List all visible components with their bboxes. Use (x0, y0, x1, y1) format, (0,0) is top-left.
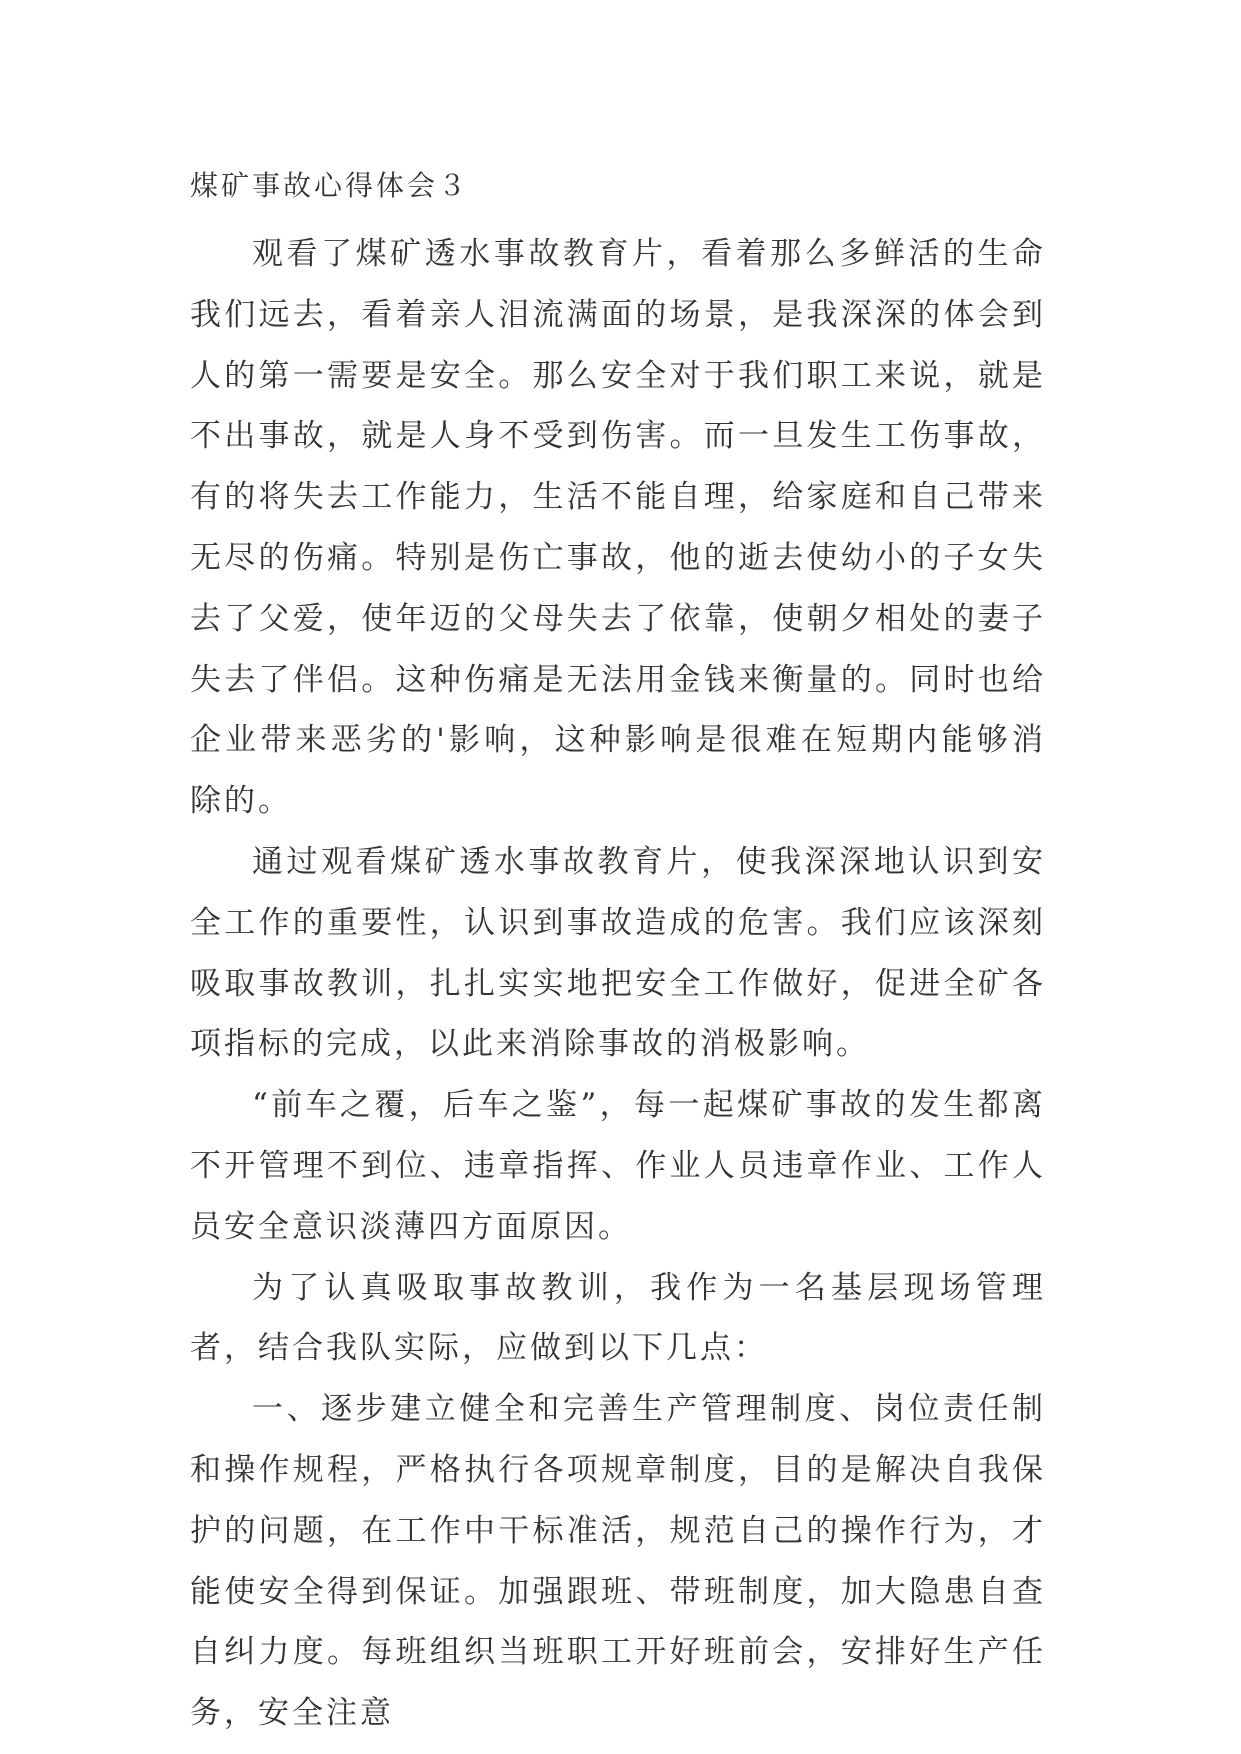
paragraph-3: “前车之覆，后车之鉴”，每一起煤矿事故的发生都离不开管理不到位、违章指挥、作业人员违章作业、工作人员安全意识淡薄四方面原因。 (190, 1087, 1046, 1245)
paragraph-2: 通过观看煤矿透水事故教育片，使我深深地认识到安全工作的重要性，认识到事故造成的危害。我们应该深刻吸取事故教训，扎扎实实地把安全工作做好，促进全矿各项指标的完成，以此来消除事故的消极影响。 (190, 843, 1046, 1063)
paragraph-4: 为了认真吸取事故教训，我作为一名基层现场管理者，结合我队实际，应做到以下几点： (190, 1269, 1046, 1367)
document-body (190, 224, 1046, 1744)
document-title: 煤矿事故心得体会３ (190, 169, 470, 202)
paragraph-1: 观看了煤矿透水事故教育片，看着那么多鲜活的生命我们远去，看着亲人泪流满面的场景，是我深深的体会到人的第一需要是安全。那么安全对于我们职工来说，就是不出事故，就是人身不受到伤害。而一旦发生工伤事故，有的将失去工作能力，生活不能自理，给家庭和自己带来无尽的伤痛。特别是伤亡事故，他的逝去使幼小的子女失去了父爱，使年迈的父母失去了依靠，使朝夕相处的妻子失去了伴侣。这种伤痛是无法用金钱来衡量的。同时也给企业带来恶劣的'影响，这种影响是很难在短期内能够消除的。 (190, 236, 1046, 820)
paragraph-5: 一、逐步建立健全和完善生产管理制度、岗位责任制和操作规程，严格执行各项规章制度，目的是解决自我保护的问题，在工作中干标准活，规范自己的操作行为，才能使安全得到保证。加强跟班、带班制度，加大隐患自查自纠力度。每班组织当班职工开好班前会，安排好生产任务，安全注意 (190, 1391, 1046, 1732)
